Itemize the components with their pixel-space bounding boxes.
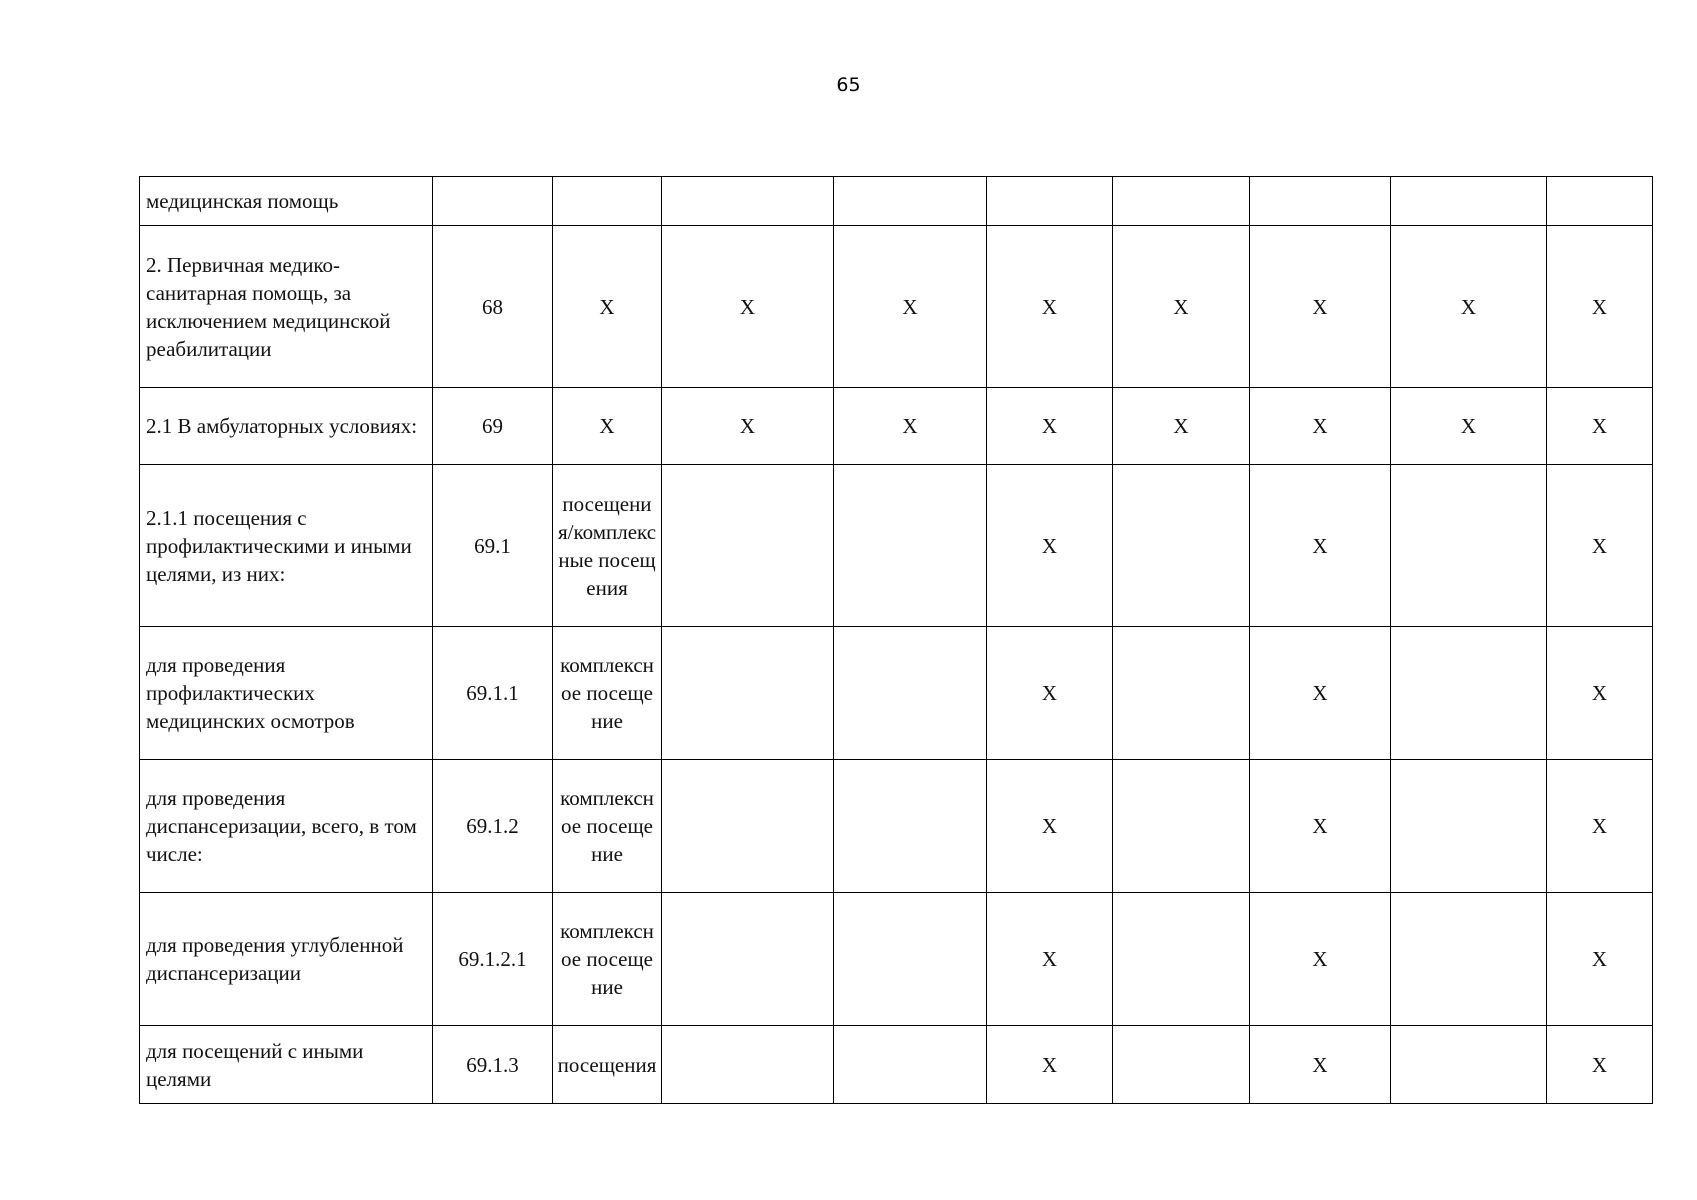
row-unit-cell <box>553 177 662 226</box>
row-name-cell: 2. Первичная медико-санитарная помощь, за исключением медицинской реабилитации <box>140 226 433 388</box>
value-cell <box>834 1026 987 1104</box>
value-cell: X <box>1250 760 1391 893</box>
value-cell <box>1113 177 1250 226</box>
row-code-cell: 68 <box>433 226 553 388</box>
row-code-cell: 69.1 <box>433 465 553 627</box>
value-cell <box>834 627 987 760</box>
value-cell: X <box>1547 388 1653 465</box>
value-cell <box>987 177 1113 226</box>
row-name-cell: 2.1 В амбулаторных условиях: <box>140 388 433 465</box>
value-cell <box>662 760 834 893</box>
value-cell: X <box>987 388 1113 465</box>
value-cell <box>1391 177 1547 226</box>
row-code-cell: 69 <box>433 388 553 465</box>
value-cell <box>662 177 834 226</box>
value-cell <box>1391 893 1547 1026</box>
table-row <box>140 226 1653 388</box>
value-cell: X <box>1547 627 1653 760</box>
value-cell: X <box>1391 388 1547 465</box>
value-cell <box>834 760 987 893</box>
value-cell <box>1391 465 1547 627</box>
value-cell: X <box>1250 388 1391 465</box>
table-row <box>140 760 1653 893</box>
row-code-cell: 69.1.2 <box>433 760 553 893</box>
value-cell <box>662 893 834 1026</box>
value-cell <box>1391 627 1547 760</box>
value-cell: X <box>987 226 1113 388</box>
value-cell: X <box>1250 893 1391 1026</box>
row-name-cell: для посещений с иными целями <box>140 1026 433 1104</box>
value-cell: X <box>662 388 834 465</box>
table-row <box>140 1026 1653 1104</box>
row-name-cell: для проведения профилактических медицинских осмотров <box>140 627 433 760</box>
table-row <box>140 627 1653 760</box>
table-row <box>140 893 1653 1026</box>
value-cell <box>834 177 987 226</box>
value-cell: X <box>1547 893 1653 1026</box>
row-unit-cell: посещения/комплексные посещения <box>553 465 662 627</box>
value-cell: X <box>987 760 1113 893</box>
value-cell: X <box>987 1026 1113 1104</box>
value-cell <box>662 627 834 760</box>
row-unit-cell: X <box>553 388 662 465</box>
value-cell: X <box>834 226 987 388</box>
value-cell <box>1113 1026 1250 1104</box>
value-cell: X <box>1113 226 1250 388</box>
row-unit-cell: комплексное посещение <box>553 627 662 760</box>
value-cell <box>662 465 834 627</box>
value-cell <box>1113 760 1250 893</box>
value-cell: X <box>1547 226 1653 388</box>
row-code-cell: 69.1.2.1 <box>433 893 553 1026</box>
row-unit-cell: X <box>553 226 662 388</box>
row-name-cell: для проведения диспансеризации, всего, в том числе: <box>140 760 433 893</box>
row-unit-cell: посещения <box>553 1026 662 1104</box>
value-cell: X <box>1113 388 1250 465</box>
value-cell <box>1113 627 1250 760</box>
value-cell: X <box>1547 465 1653 627</box>
row-code-cell: 69.1.3 <box>433 1026 553 1104</box>
row-unit-cell: комплексное посещение <box>553 760 662 893</box>
value-cell <box>1113 893 1250 1026</box>
value-cell <box>1391 1026 1547 1104</box>
table-row <box>140 177 1653 226</box>
row-name-cell: 2.1.1 посещения с профилактическими и иными целями, из них: <box>140 465 433 627</box>
value-cell <box>1113 465 1250 627</box>
value-cell: X <box>987 465 1113 627</box>
table-row <box>140 465 1653 627</box>
value-cell: X <box>987 893 1113 1026</box>
value-cell <box>662 1026 834 1104</box>
value-cell: X <box>1250 1026 1391 1104</box>
data-table <box>139 176 1653 1104</box>
value-cell: X <box>834 388 987 465</box>
value-cell: X <box>662 226 834 388</box>
value-cell <box>1250 177 1391 226</box>
value-cell: X <box>1391 226 1547 388</box>
row-code-cell <box>433 177 553 226</box>
value-cell <box>834 893 987 1026</box>
row-code-cell: 69.1.1 <box>433 627 553 760</box>
value-cell: X <box>1250 627 1391 760</box>
value-cell: X <box>1547 760 1653 893</box>
row-name-cell: медицинская помощь <box>140 177 433 226</box>
row-unit-cell: комплексное посещение <box>553 893 662 1026</box>
value-cell: X <box>1250 226 1391 388</box>
table-row <box>140 388 1653 465</box>
value-cell <box>1547 177 1653 226</box>
value-cell: X <box>1547 1026 1653 1104</box>
value-cell: X <box>987 627 1113 760</box>
page-number: 65 <box>836 74 861 96</box>
value-cell <box>1391 760 1547 893</box>
row-name-cell: для проведения углубленной диспансеризации <box>140 893 433 1026</box>
value-cell: X <box>1250 465 1391 627</box>
value-cell <box>834 465 987 627</box>
